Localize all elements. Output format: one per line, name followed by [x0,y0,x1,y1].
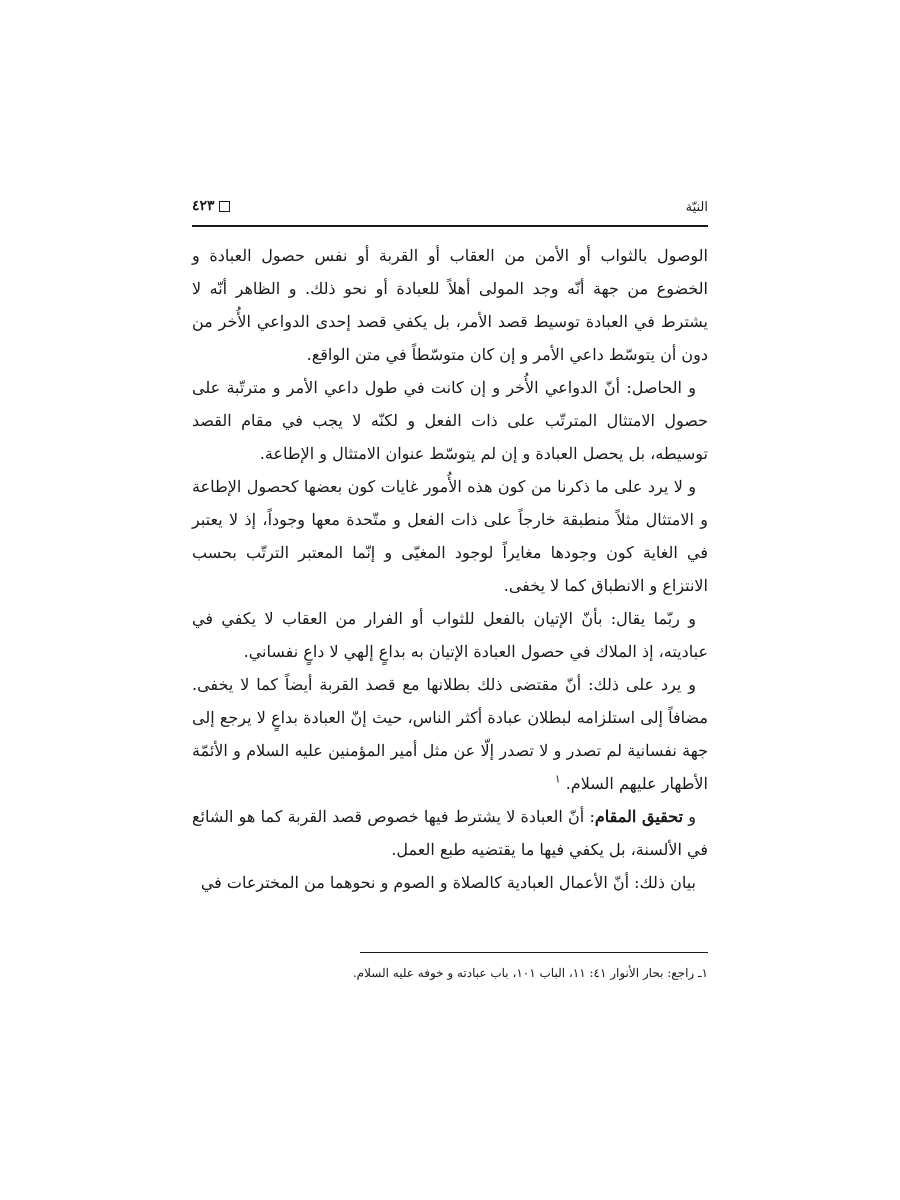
header-rule [192,225,708,227]
paragraph: و ربّما يقال: بأنّ الإتيان بالفعل للثواب أو الفرار من العقاب لا يكفي في عباديته، إذ الملاك في حصول العبادة الإتيان به بداعٍ إلهي لا داعٍ نفساني. [192,609,708,661]
footnote: ١ـ راجع: بحار الأنوار ٤١: ١١، الباب ١٠١، باب عبادته و خوفه عليه السلام. [352,966,708,980]
paragraph-text: و يرد على ذلك: أنّ مقتضى ذلك بطلانها مع قصد القربة أيضاً كما لا يخفى. مضافاً إلى استلزامه لبطلان عبادة أكثر الناس، حيث إنّ العبادة بداعٍ لا يرجع إلى جهة نفسانية لم تصدر و لا تصدر إلّا عن مثل أمير المؤمنين عليه السلام و الأئمّة الأطهار عليهم السلام. [192,675,708,793]
bold-term: تحقيق المقام [594,807,684,826]
page-number-group [192,198,230,214]
footnote-marker: ١ [554,772,561,786]
body-text [192,239,708,899]
page-header [192,196,708,224]
page-number: ٤٢٣ [192,198,215,214]
running-title: النيّة [685,200,708,215]
paragraph: بيان ذلك: أنّ الأعمال العبادية كالصلاة و الصوم و نحوهما من المخترعات في [200,873,696,892]
paragraph-text: : أنّ العبادة لا يشترط فيها خصوص قصد القربة كما هو الشائع في الألسنة، بل يكفي فيها ما يقتضيه طبع العمل. [192,807,708,859]
paragraph-lead: و [683,807,697,826]
square-icon [219,201,230,212]
paragraph: و لا يرد على ما ذكرنا من كون هذه الأُمور غايات كون بعضها كحصول الإطاعة و الامتثال مثلاً منطبقة خارجاً على ذات الفعل و متّحدة معها وجوداً، إذ لا يعتبر في الغاية كون وجودها مغايراً لوجود المغيّى و إنّما المعتبر الترتّب بحسب الانتزاع و الانطباق كما لا يخفى. [192,477,708,595]
page [192,196,708,980]
footnote-rule [360,952,708,953]
paragraph [192,800,708,866]
paragraph-with-footnote [192,668,708,800]
paragraph: و الحاصل: أنّ الدواعي الأُخر و إن كانت في طول داعي الأمر و مترتّبة على حصول الامتثال المترتّب على ذات الفعل و لكنّه لا يجب في مقام القصد توسيطه، بل يحصل العبادة و إن لم يتوسّط عنوان الامتثال و الإطاعة. [192,378,708,463]
paragraph: الوصول بالثواب أو الأمن من العقاب أو القربة أو نفس حصول العبادة و الخضوع من جهة أنّه وجد المولى أهلاً للعبادة أو نحو ذلك. و الظاهر أنّه لا يشترط في العبادة توسيط قصد الأمر، بل يكفي قصد إحدى الدواعي الأُخر من دون أن يتوسّط داعي الأمر و إن كان متوسّطاً في متن الواقع. [192,246,708,364]
